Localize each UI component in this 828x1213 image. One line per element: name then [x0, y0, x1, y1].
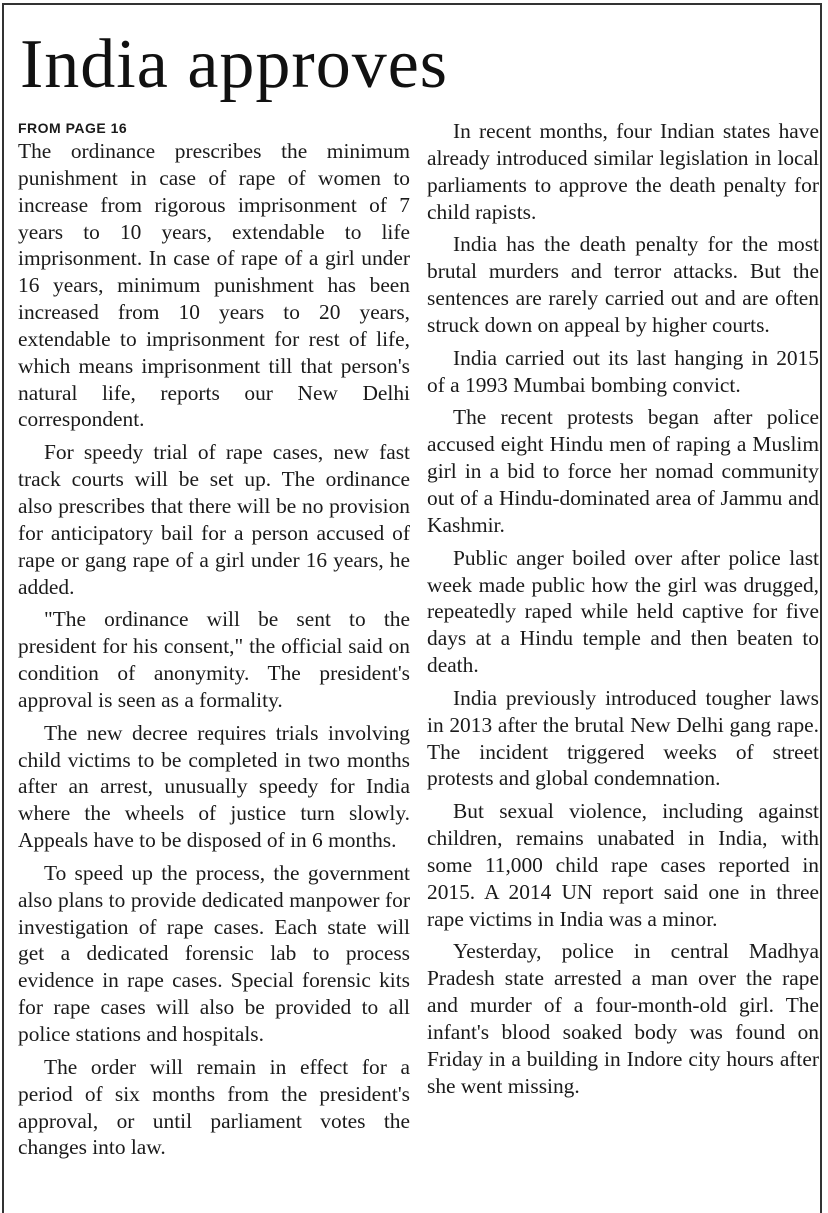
body-paragraph: "The ordinance will be sent to the president for his consent," the official said on condition of anonymity. The president's approval is seen as a formality. [18, 607, 410, 712]
body-paragraph: The new decree requires trials involving child victims to be completed in two months after an arrest, unusually speedy for India where the wheels of justice turn slowly. Appeals have to be disposed of in 6 months. [18, 720, 410, 853]
continuation-kicker: FROM PAGE 16 [18, 120, 128, 136]
body-paragraph: India has the death penalty for the most brutal murders and terror attacks. But the sentences are rarely carried out and are often struck down on appeal by higher courts. [427, 232, 819, 337]
body-paragraph: To speed up the process, the government also plans to provide dedicated manpower for investigation of rape cases. Each state will get a dedicated forensic lab to process evidence in rape cases. Special forensic kits for rape cases will also be provided to all police stations and hospitals. [18, 860, 410, 1046]
body-paragraph: India previously introduced tougher laws in 2013 after the brutal New Delhi gang rape. The incident triggered weeks of street protests and global condemnation. [427, 685, 819, 791]
body-paragraph: Public anger boiled over after police last week made public how the girl was drugged, repeatedly raped while held captive for five days at a Hindu temple and then beaten to death. [427, 545, 819, 678]
body-paragraph: India carried out its last hanging in 2015 of a 1993 Mumbai bombing convict. [427, 345, 819, 397]
body-paragraph: The recent protests began after police accused eight Hindu men of raping a Muslim girl in a bid to force her nomad community out of a Hindu-dominated area of Jammu and Kashmir. [427, 405, 819, 537]
left-column [18, 118, 410, 1167]
right-column [427, 118, 819, 1106]
body-paragraph: But sexual violence, including against children, remains unabated in India, with some 11,000 child rape cases reported in 2015. A 2014 UN report said one in three rape victims in India was a minor. [427, 799, 819, 931]
body-paragraph: For speedy trial of rape cases, new fast track courts will be set up. The ordinance also prescribes that there will be no provision for anticipatory bail for a person accused of rape or gang rape of a girl under 16 years, he added. [18, 440, 410, 599]
body-paragraph: Yesterday, police in central Madhya Pradesh state arrested a man over the rape and murder of a four-month-old girl. The infant's blood soaked body was found on Friday in a building in Indore city hours after she went missing. [427, 939, 819, 1098]
headline: India approves [20, 26, 449, 103]
body-paragraph: In recent months, four Indian states have already introduced similar legislation in local parliaments to approve the death penalty for child rapists. [427, 119, 819, 224]
body-paragraph: The ordinance prescribes the minimum punishment in case of rape of women to increase from rigorous imprisonment of 7 years to 10 years, extendable to life imprisonment. In case of rape of a girl under 16 years, minimum punishment has been increased from 10 years to 20 years, extendable to imprisonment for rest of life, which means imprisonment till that person's natural life, reports our New Delhi correspondent. [18, 139, 410, 432]
body-paragraph: The order will remain in effect for a period of six months from the president's approval, or until parliament votes the changes into law. [18, 1054, 410, 1160]
